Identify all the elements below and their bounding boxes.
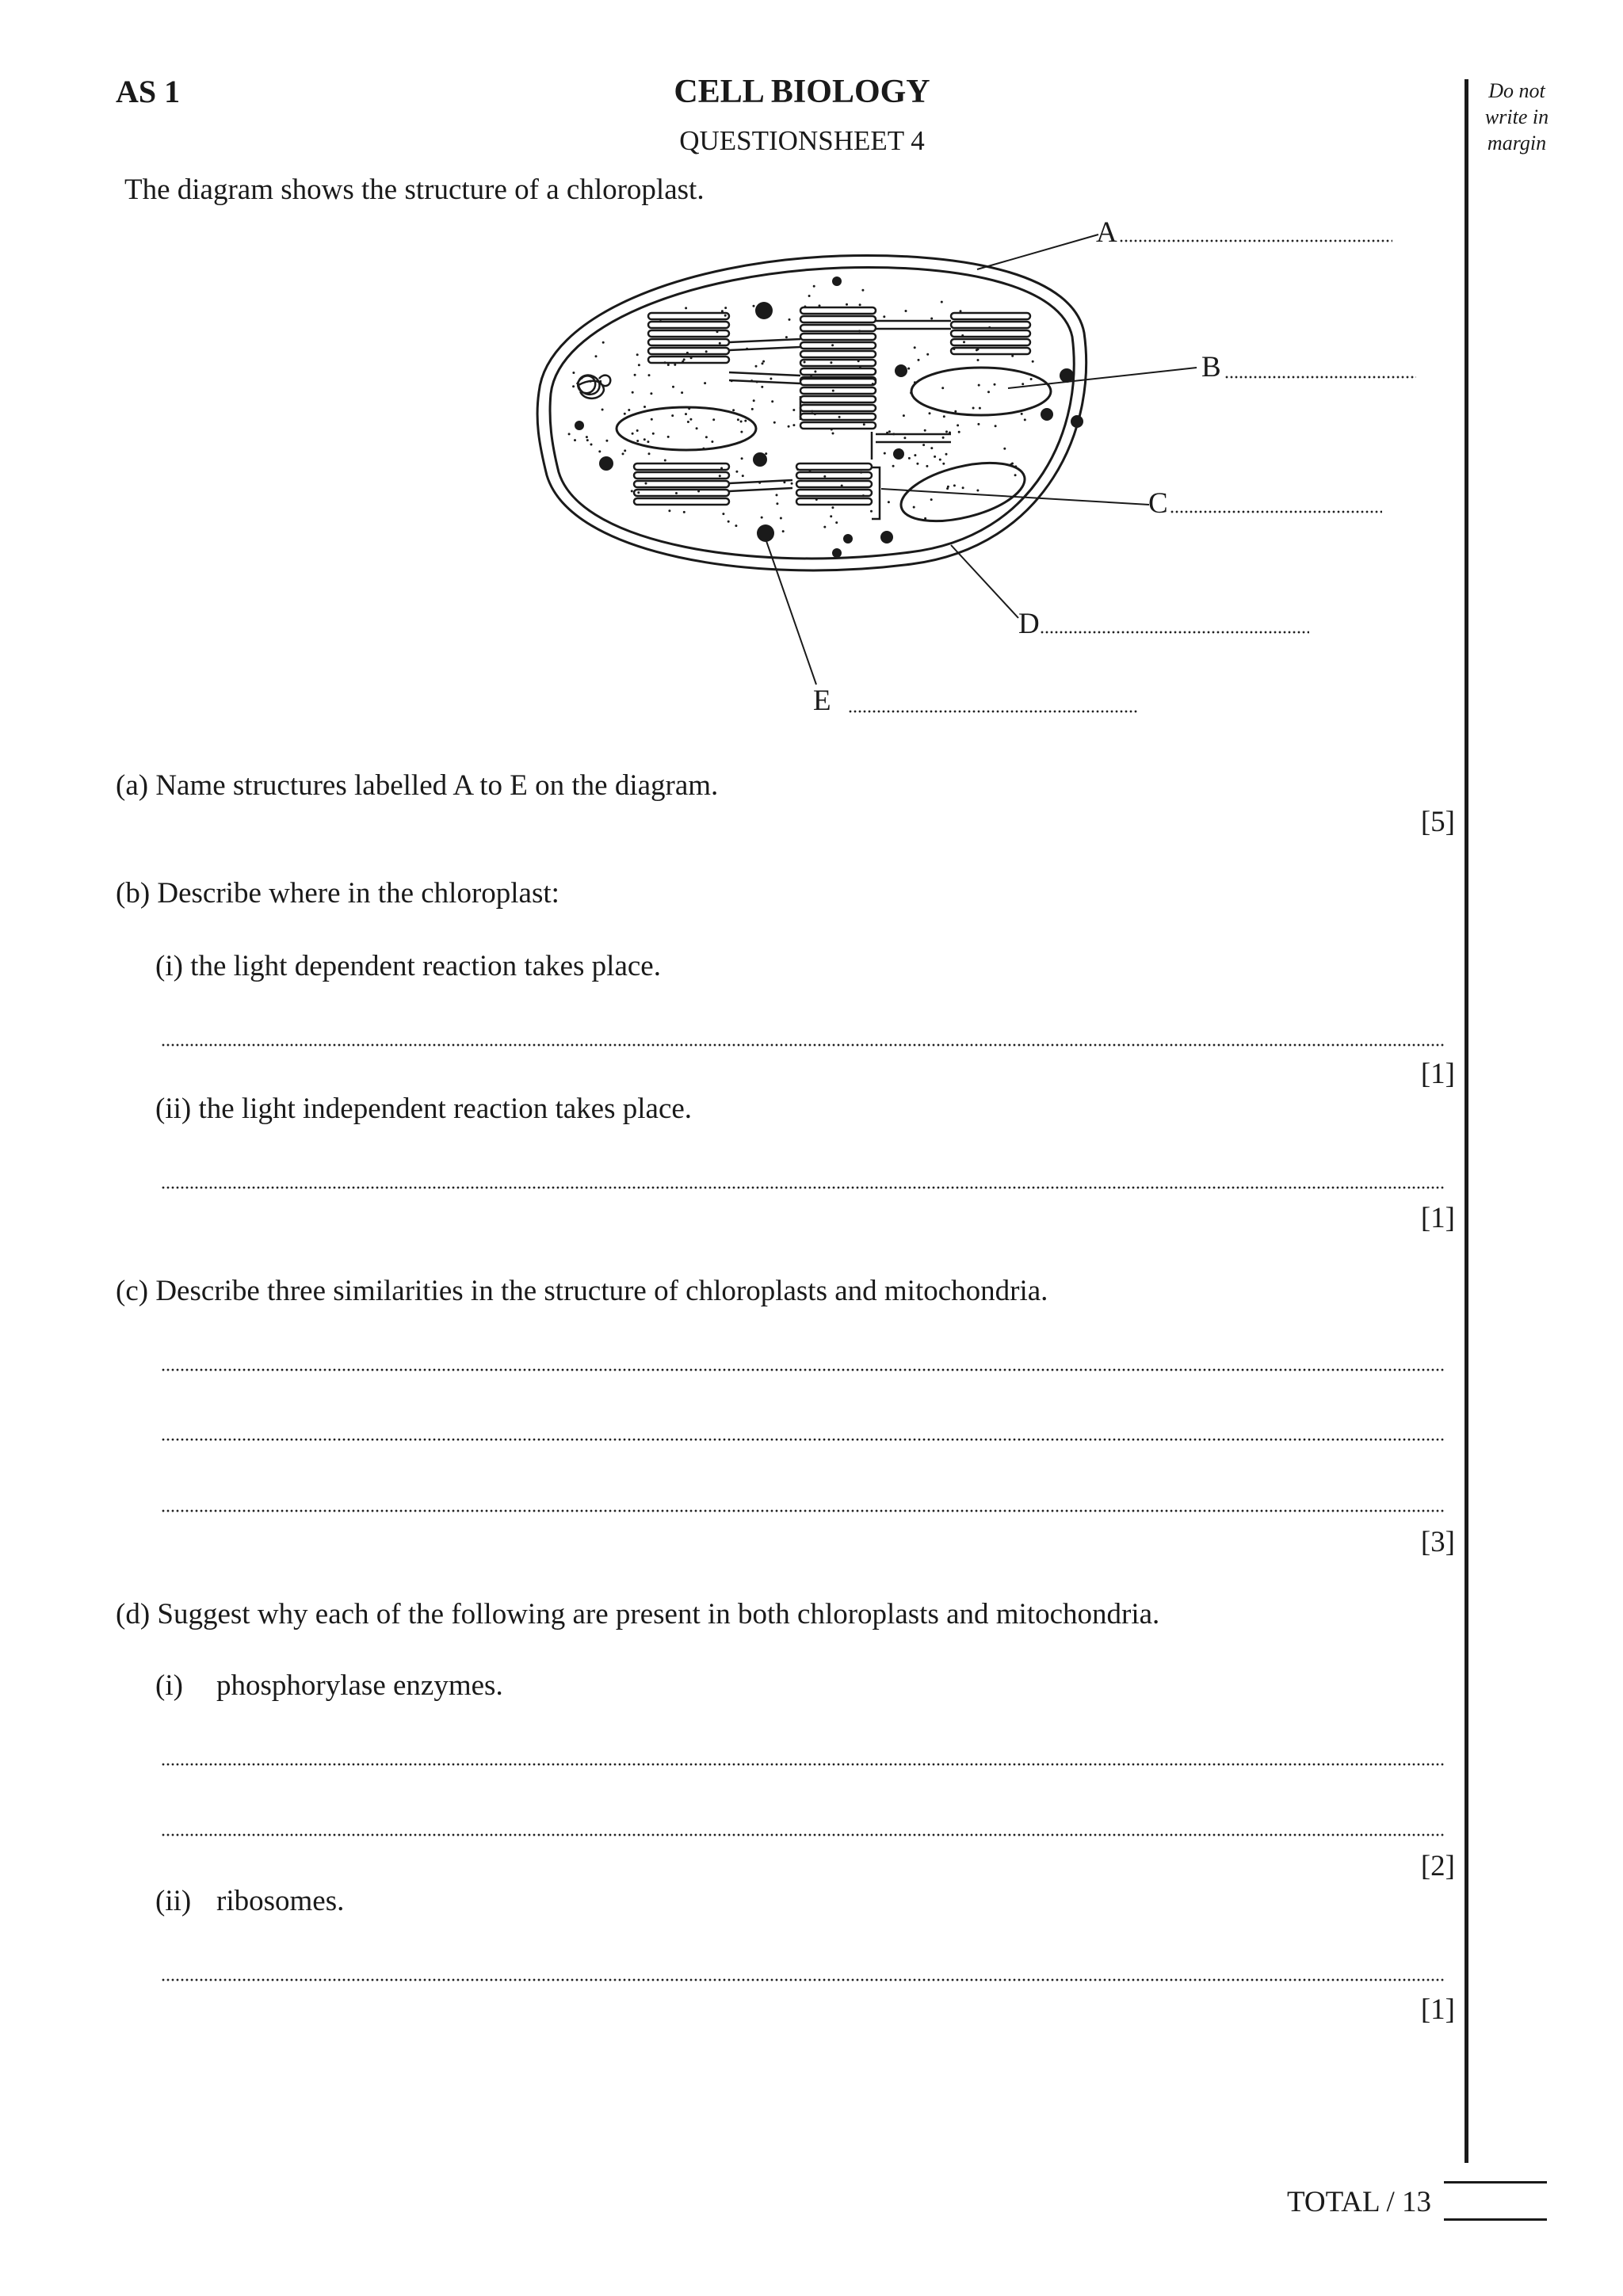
stroma-dot [686,352,689,354]
stroma-dot [823,526,826,528]
stroma-dot [762,362,764,364]
stroma-dot [809,470,812,472]
thylakoid [796,463,872,470]
thylakoid [951,313,1030,319]
stroma-dot [590,444,593,446]
stroma-dot [918,359,920,361]
answer-line-b-ii[interactable] [161,1186,1445,1189]
label-d-answer-line[interactable] [1040,631,1309,634]
stroma-dot [963,341,965,343]
stroma-dot [735,471,738,473]
stroma-dot [942,437,945,439]
stroma-dot [883,315,885,318]
stroma-dot [605,440,608,442]
stroma-dot [724,315,727,317]
stroma-dot [572,372,575,374]
stroma-dot [758,482,761,484]
stroma-dot [832,433,834,435]
stroma-dot [632,433,634,435]
stroma-dot [756,381,758,383]
question-d-ii: ribosomes. [216,1885,345,1917]
mark-b-ii: [1] [1420,1202,1455,1234]
stroma-dot [624,413,626,415]
thylakoid [648,357,729,363]
thylakoid [648,313,729,319]
answer-line-d-i-2[interactable] [161,1833,1445,1836]
chloroplast-diagram [0,0,1623,761]
stroma-dot [645,482,647,485]
stroma-dot [711,441,713,443]
label-c: C [1148,487,1168,520]
stroma-dot [924,517,926,520]
stroma-dot [776,494,778,496]
stroma-dot [872,383,874,385]
stroma-dot [862,494,865,497]
leader-lines [766,235,1197,685]
stroma-dot [719,342,721,345]
stroma-dot [668,509,670,512]
stroma-dot [628,409,630,411]
stroma-dot [841,485,843,487]
mark-c: [3] [1420,1526,1455,1558]
stroma-dot [1032,360,1034,363]
stroma-dot [636,440,639,442]
question-d-i-number: (i) [155,1669,183,1702]
stroma-dot [819,304,821,307]
stroma-dot [652,433,655,435]
stroma-dot [945,453,948,456]
stroma-dot [595,355,598,357]
stroma-dot [858,330,861,332]
stroma-dot [831,344,834,346]
thylakoid [796,490,872,496]
answer-line-c-3[interactable] [161,1509,1445,1512]
stroma-dot [776,502,778,505]
starch-grain [911,368,1051,415]
stroma-dot [602,341,605,344]
stroma-dot [831,506,834,509]
stroma-dot [783,481,785,483]
label-e-answer-line[interactable] [848,710,1138,713]
stroma-dot [930,447,933,449]
page-title-text: CELL BIOLOGY [674,74,930,110]
stroma-dot [675,492,678,494]
answer-line-c-2[interactable] [161,1438,1445,1441]
stroma-dot [704,382,706,384]
stroma-dot [916,463,918,465]
stroma-dot [650,392,652,395]
label-b-answer-line[interactable] [1224,376,1416,379]
stroma-dot [1011,355,1014,357]
answer-line-d-ii[interactable] [161,1978,1445,1981]
stroma-dot [898,448,900,451]
stroma-dot [914,346,916,349]
stroma-dot [814,413,816,415]
thylakoid [648,339,729,345]
label-d: D [1018,608,1040,640]
stroma-dot [598,450,601,452]
mark-a: [5] [1420,806,1455,838]
stroma-dot [773,421,776,424]
stroma-dot [905,310,907,312]
stroma-dot [636,429,639,432]
stroma-dot [769,378,772,380]
label-a: A [1096,216,1117,249]
stroma-dot [945,430,948,433]
total-label: TOTAL / 13 [1287,2186,1432,2218]
stroma-dot [914,381,916,383]
stroma-dot [791,482,793,485]
stroma-dot [860,471,862,474]
thylakoid [800,414,876,420]
stroma-dot [914,454,916,456]
stroma-dot [622,452,624,455]
stroma-dot [995,425,997,427]
question-b: (b) Describe where in the chloroplast: [116,877,559,910]
stroma-dot [744,420,747,422]
question-b-ii: (ii) the light independent reaction takes place. [155,1093,693,1125]
thylakoid [800,316,876,322]
stroma-dot [647,441,649,443]
stroma-dot [903,437,906,439]
stroma-dot [681,391,683,394]
stroma-dot [664,460,666,462]
total-answer-line[interactable] [1444,2218,1547,2221]
stroma-dot [859,303,861,306]
stroma-dot [574,439,576,441]
stroma-dot [884,452,886,455]
stroma-dot [808,295,811,297]
stroma-dot [702,448,705,450]
stroma-dot [586,436,588,438]
question-d-ii-number: (ii) [155,1885,192,1917]
thylakoid [634,472,729,479]
stroma-dot [978,384,980,387]
stroma-dot [1030,378,1033,380]
stroma-dot [979,407,981,410]
stroma-dot [903,414,905,417]
section-code: AS 1 [116,74,181,109]
stroma-dot [815,498,818,501]
stroma-dot [947,486,949,488]
stroma-dot [637,491,640,494]
stroma-dot [690,357,693,359]
stroma-dot [949,432,951,434]
question-b-i: (i) the light dependent reaction takes place. [155,950,661,982]
stroma-dot [1003,448,1006,450]
stroma-dot [780,517,782,520]
stroma-dot [831,429,833,431]
answer-line-b-i[interactable] [161,1043,1445,1047]
stroma-dot [792,424,795,426]
stroma-dot [813,285,815,288]
stroma-dot [922,444,925,446]
stroma-dot [601,409,604,411]
stroma-dot [939,459,941,461]
mark-b-i: [1] [1420,1058,1455,1090]
stroma-dot [697,490,700,493]
stroma-dot [788,425,790,428]
stroma-dot [1014,465,1017,467]
stroma-dot [740,421,743,423]
stroma-dot [835,521,838,524]
stroma-dot [742,475,744,477]
thylakoid [634,498,729,505]
stroma-dot [688,407,690,410]
stroma-dot [689,418,692,421]
stroma-dot [962,486,964,489]
stroma-dot [741,457,743,460]
stroma-dot [746,348,748,350]
stroma-dot [977,423,980,425]
stroma-dot [929,412,931,414]
stroma-dot [814,371,816,373]
stroma-dot [682,360,684,363]
stroma-dot [761,386,763,388]
stroma-dot [830,515,832,517]
label-a-answer-line[interactable] [1119,239,1392,242]
stroma-dot [643,406,646,408]
thylakoid [800,351,876,357]
thylakoid [800,379,876,385]
stroma-dot [811,410,813,413]
thylakoid [800,387,876,394]
mark-d-ii: [1] [1420,1993,1455,2026]
thylakoid [800,368,876,375]
stroma-dot [782,530,785,532]
stroma-dot [804,361,806,364]
stroma-dot [961,334,964,337]
stroma-dot [631,490,633,492]
stroma-dot [683,511,685,513]
stroma-dot [972,407,975,410]
stroma-dot [732,409,735,411]
stroma-dot [870,510,873,513]
thylakoid [800,307,876,314]
stroma-dot [1011,463,1014,465]
stroma-dot [976,490,979,492]
stroma-dot [926,353,929,356]
stroma-dot [994,383,996,386]
thylakoid [800,325,876,331]
stroma-dot [830,361,832,364]
stroma-dot [648,452,651,455]
stroma-dot [572,385,575,387]
stroma-dot [751,408,754,410]
question-d-i: phosphorylase enzymes. [216,1669,503,1702]
question-d: (d) Suggest why each of the following are present in both chloroplasts and mitochondria. [116,1598,1160,1630]
stroma-dot [810,374,812,376]
stroma-dot [908,457,911,460]
stroma-dot [888,501,890,503]
stroma-dot [664,361,666,364]
stroma-dot [659,320,662,322]
margin-note: Do not write in margin [1484,79,1549,154]
thylakoid [951,348,1030,354]
thylakoid [800,342,876,349]
stroma-dot [789,318,791,321]
stroma-dot [953,484,956,486]
stroma-dot [796,468,799,471]
stroma-dot [674,364,676,366]
stroma-dot [771,400,773,402]
stroma-dot [913,506,915,509]
thylakoid [796,498,872,505]
stroma-dot [943,415,945,418]
stroma-dot [861,289,864,292]
stroma-dot [924,429,926,432]
stroma-dot [766,307,769,310]
stroma-dot [863,423,865,425]
stroma-dot [716,330,719,333]
stroma-dot [960,310,962,312]
stroma-dot [1022,383,1024,385]
thylakoid [634,463,729,470]
stroma-dot [958,431,960,433]
stroma-dot [942,463,945,465]
thylakoid [800,334,876,340]
stroma-dot [823,475,826,478]
question-c: (c) Describe three similarities in the structure of chloroplasts and mitochondria. [116,1275,1048,1307]
mark-d-i: [2] [1420,1850,1455,1882]
stroma-dot [648,374,651,376]
stroma-dot [846,303,848,306]
thylakoid [634,481,729,487]
stroma-dot [724,307,727,309]
stroma-dot [753,305,755,307]
answer-line-d-i-1[interactable] [161,1763,1445,1766]
thylakoid [634,490,729,496]
page-subtitle-text: QUESTIONSHEET 4 [679,125,925,156]
stroma-dot [667,364,670,366]
stroma-dot [638,364,640,366]
stroma-dot [977,359,980,361]
total-rule-top [1444,2181,1547,2183]
stroma-dot [930,318,933,320]
stroma-dot [586,439,589,441]
stroma-dot [643,438,646,441]
stroma-dot [988,326,991,329]
stroma-dot [762,360,765,363]
stroma-dot [987,391,990,393]
stroma-dot [705,436,708,438]
stroma-dot [634,374,636,376]
stroma-dot [720,467,723,470]
question-a: (a) Name structures labelled A to E on the diagram. [116,769,719,802]
stroma-dot [1024,418,1026,421]
stroma-dot [712,418,715,421]
stroma-dot [590,380,592,383]
stroma-dot [731,379,733,382]
stroma-dot [926,465,928,467]
stroma-dot [672,386,674,388]
stroma-dot [750,379,753,382]
thylakoid [648,322,729,328]
stroma-dot [671,414,674,417]
stroma-dot [907,368,910,370]
thylakoid [951,339,1030,345]
stroma-dot [859,367,861,369]
stroma-dot [737,418,739,421]
stroma-dot [857,360,860,362]
stroma-dot [727,521,730,523]
stroma-dot [735,524,737,527]
stroma-dot [941,301,943,303]
stroma-dot [934,456,936,458]
stroma-dot [1014,474,1017,476]
stroma-dot [930,498,933,501]
stroma-dot [696,427,698,429]
stroma-dot [838,416,841,418]
thylakoid [800,360,876,366]
answer-line-c-1[interactable] [161,1368,1445,1371]
stroma-dot [636,353,639,356]
stroma-dot [581,377,583,379]
stroma-dot [687,421,689,423]
stroma-dot [977,348,980,350]
stroma-dot [667,436,670,438]
stroma-dot [832,390,834,392]
stroma-dot [624,449,626,452]
stroma-dot [651,418,653,421]
stroma-dot [892,433,895,435]
stroma-dot [1021,413,1023,415]
thylakoid [796,481,872,487]
stroma-dot [785,336,788,338]
stroma-dot [722,513,724,515]
stroma-dot [953,348,955,350]
stroma-dot [568,433,571,435]
stroma-dot [632,391,634,394]
stroma-dot [685,413,687,415]
stroma-dot [740,431,743,433]
stroma-dot [705,350,708,353]
stroma-dot [721,310,724,312]
thylakoid [800,396,876,402]
stroma-dot [761,517,763,519]
stroma-dot [886,432,888,434]
label-c-answer-line[interactable] [1170,510,1382,513]
stroma-dot [957,424,959,426]
stroma-dot [892,465,895,467]
intro-text: The diagram shows the structure of a chloroplast. [124,174,705,206]
stroma-dot [755,365,758,368]
thylakoid [648,348,729,354]
stroma-dot [804,306,806,308]
stroma-dot [888,430,891,433]
label-e: E [813,685,831,717]
label-b: B [1201,351,1221,383]
stroma-dot [941,387,944,389]
stroma-dot [765,452,767,455]
stroma-dot [719,475,721,477]
stroma-dot [910,391,912,394]
stroma-dot [685,307,687,309]
stroma-dot [954,410,957,413]
stroma-dot [792,409,795,411]
stroma-dot [753,399,755,402]
